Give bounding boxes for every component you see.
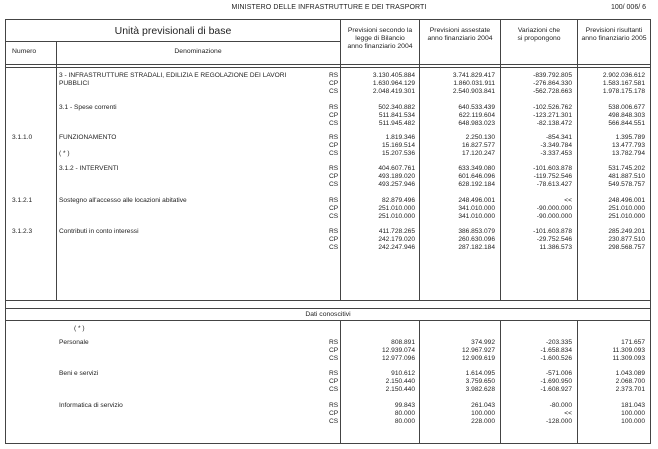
row-type-codes: RS CP CS [329,165,339,189]
row-number: 3.1.2.1 [12,197,33,204]
header-bottom-rule [6,64,650,65]
variazioni-values: -854.341 -3.349.784 -3.337.453 [540,134,572,158]
row-type-codes: RS CP CS [329,134,339,158]
variazioni-values: -101.603.878 -119.752.546 -78.613.427 [533,165,572,189]
assestate-values: 633.349.080 601.646.096 628.192.184 [458,165,495,189]
assestate-values: 2.250.130 16.827.577 17.120.247 [461,134,495,158]
row-type-codes: RS CP CS [329,72,339,96]
section-rule [6,308,650,309]
row-description: 3.1 - Spese correnti [59,104,117,111]
variazioni-values: -571.006 -1.690.950 -1.608.927 [540,370,572,394]
assestate-values: 640.533.439 622.119.604 648.983.023 [458,104,495,128]
ministry-title: MINISTERO DELLE INFRASTRUTTURE E DEI TRASPORTI [231,4,427,11]
header-bottom-rule [6,67,650,68]
row-type-codes: RS CP CS [329,104,339,128]
dati-conoscitivi-heading: Dati conoscitivi [305,311,351,318]
legge-bilancio-values: 411.728.265 242.179.020 242.247.946 [378,228,415,252]
variazioni-values: << -90.000.000 -90.000.000 [536,197,572,221]
risultanti-heading: Previsioni risultanti anno finanziario 2005 [581,27,647,43]
row-description: 3.1.2 - INTERVENTI [59,165,119,172]
variazioni-values: -203.335 -1.658.834 -1.600.526 [540,339,572,363]
assestate-heading: Previsioni assestate anno finanziario 2004 [427,27,493,43]
variazioni-values: -101.603.878 -29.752.546 11.386.573 [533,228,572,252]
row-description: Beni e servizi [59,370,99,377]
legge-bilancio-values: 99.843 80.000 80.000 [394,402,415,426]
legge-bilancio-values: 3.130.405.884 1.630.964.129 2.048.419.301 [372,72,415,96]
row-description: FUNZIONAMENTO ( * ) [59,134,117,157]
assestate-values: 3.741.829.417 1.860.031.911 2.540.903.841 [452,72,495,96]
dati-footnote-marker: ( * ) [74,325,85,332]
risultanti-values: 181.043 100.000 100.000 [621,402,645,426]
budget-table [5,19,651,444]
risultanti-values: 1.043.089 2.068.700 2.373.701 [615,370,645,394]
legge-bilancio-values: 82.879.496 251.010.000 251.010.000 [378,197,415,221]
variazioni-values: -80.000 << -128.000 [545,402,572,426]
row-description: Personale [59,339,89,346]
variazioni-heading: Variazioni che si propongono [517,27,561,43]
row-type-codes: RS CP CS [329,370,339,394]
variazioni-values: -102.526.762 -123.271.301 -82.138.472 [533,104,572,128]
denominazione-heading: Denominazione [174,48,222,55]
legge-bilancio-heading: Previsioni secondo la legge di Bilancio anno finanziario 2004 [347,27,413,51]
legge-bilancio-values: 1.819.346 15.169.514 15.207.536 [381,134,415,158]
legge-bilancio-values: 404.607.761 493.189.020 493.257.946 [378,165,415,189]
risultanti-values: 171.657 11.309.093 11.309.093 [612,339,645,363]
risultanti-values: 531.745.202 481.887.510 549.578.757 [608,165,645,189]
header-rule [6,41,340,42]
numero-divider [56,41,57,300]
risultanti-values: 1.395.789 13.477.793 13.782.794 [611,134,645,158]
row-type-codes: RS CP CS [329,402,339,426]
section-rule [6,320,650,321]
assestate-values: 374.992 12.967.927 12.909.619 [461,339,495,363]
row-type-codes: RS CP CS [329,339,339,363]
assestate-values: 248.496.001 341.010.000 341.010.000 [458,197,495,221]
column-divider [500,20,501,300]
assestate-values: 386.853.079 260.630.096 287.182.184 [458,228,495,252]
row-description: Sostegno all'accesso alle locazioni abitative [59,197,187,204]
legge-bilancio-values: 502.340.882 511.841.534 511.945.482 [378,104,415,128]
numero-heading: Numero [12,48,37,55]
row-description: Contributi in conto interessi [59,228,139,235]
column-divider [340,20,341,300]
page-reference: 100/ 006/ 6 [610,4,646,11]
risultanti-values: 248.496.001 251.010.000 251.010.000 [608,197,645,221]
unita-heading: Unità previsionali di base [114,25,232,37]
row-description: 3 - INFRASTRUTTURE STRADALI, EDILIZIA E REGOLAZIONE DEI LAVORI PUBBLICI [59,72,287,87]
assestate-values: 1.614.095 3.759.650 3.982.628 [465,370,495,394]
row-number: 3.1.2.3 [12,228,33,235]
row-description: Informatica di servizio [59,402,123,409]
risultanti-values: 285.249.201 230.877.510 298.568.757 [608,228,645,252]
column-divider [419,20,420,300]
row-number: 3.1.1.0 [12,134,33,141]
variazioni-values: -839.792.805 -276.864.330 -562.728.663 [533,72,572,96]
row-type-codes: RS CP CS [329,228,339,252]
section-rule [6,300,650,301]
risultanti-values: 538.006.677 498.848.303 566.844.551 [608,104,645,128]
legge-bilancio-values: 910.612 2.150.440 2.150.440 [385,370,415,394]
column-divider [577,20,578,300]
risultanti-values: 2.902.036.612 1.583.167.581 1.978.175.178 [602,72,645,96]
legge-bilancio-values: 808.891 12.939.074 12.977.096 [381,339,415,363]
row-type-codes: RS CP CS [329,197,339,221]
assestate-values: 261.043 100.000 228.000 [471,402,495,426]
